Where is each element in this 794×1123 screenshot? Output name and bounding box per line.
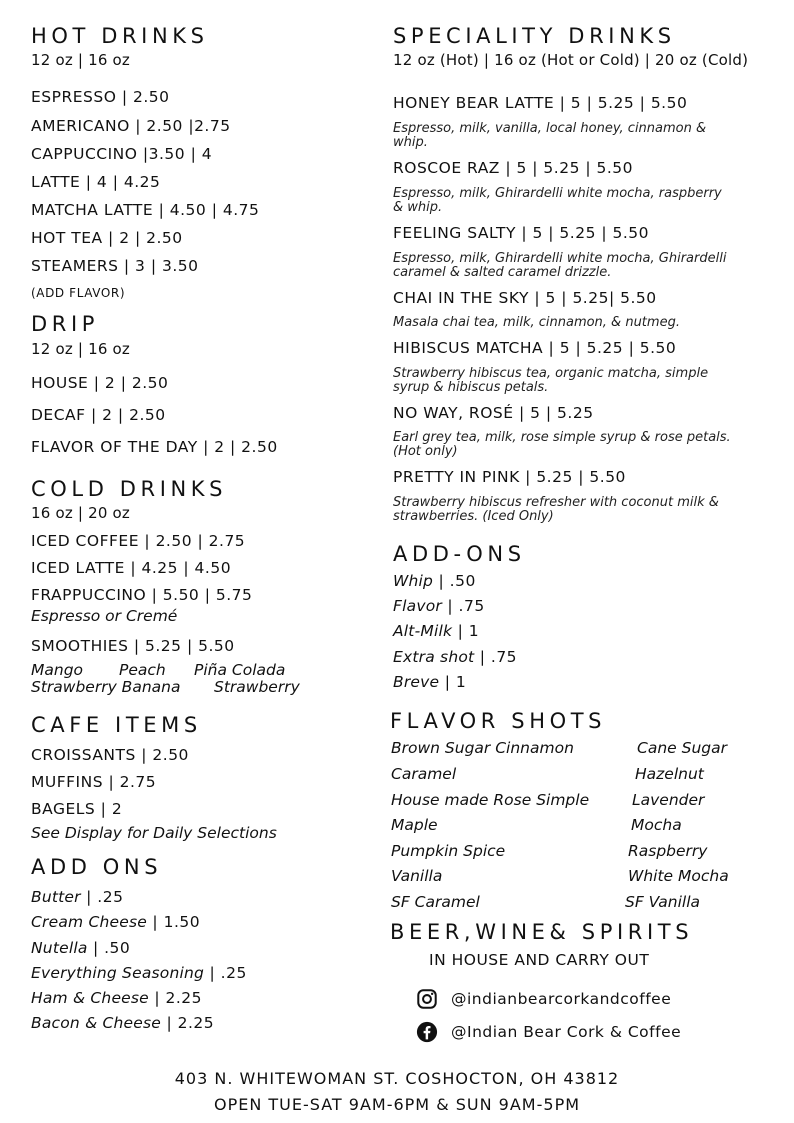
- add-ons-heading: ADD ONS: [31, 855, 163, 879]
- daily-selections-note: See Display for Daily Selections: [31, 824, 277, 842]
- add-on-price: | 1.50: [147, 913, 201, 931]
- menu-item: FRAPPUCCINO | 5.50 | 5.75: [31, 586, 253, 604]
- menu-item: NO WAY, ROSÉ | 5 | 5.25: [393, 404, 594, 422]
- item-description: Espresso, milk, Ghirardelli white mocha, raspberry & whip.: [393, 186, 722, 215]
- menu-item: HIBISCUS MATCHA | 5 | 5.25 | 5.50: [393, 339, 677, 357]
- add-on-item: [393, 622, 479, 640]
- add-on-price: | 2.25: [148, 989, 203, 1007]
- flavor-shot: Pumpkin Spice: [391, 842, 506, 860]
- menu-item: DECAF | 2 | 2.50: [31, 406, 166, 424]
- cafe-items-heading: CAFE ITEMS: [31, 713, 202, 737]
- add-on-price: | 1: [452, 622, 480, 640]
- flavor-shot: Vanilla: [391, 867, 443, 885]
- add-on-price: | .50: [433, 572, 476, 590]
- menu-item: BAGELS | 2: [31, 800, 123, 818]
- menu-item: FEELING SALTY | 5 | 5.25 | 5.50: [393, 224, 650, 242]
- add-on-item: [31, 913, 200, 931]
- instagram-handle[interactable]: @indianbearcorkandcoffee: [451, 990, 672, 1008]
- flavor-shot: House made Rose Simple: [391, 791, 590, 809]
- menu-item: FLAVOR OF THE DAY | 2 | 2.50: [31, 438, 278, 456]
- flavor-shot: Raspberry: [628, 842, 708, 860]
- hot-drinks-heading: HOT DRINKS: [31, 24, 209, 48]
- smoothie-flavor: Piña Colada: [194, 661, 286, 679]
- flavor-shot: Brown Sugar Cinnamon: [391, 739, 574, 757]
- cold-drinks-heading: COLD DRINKS: [31, 477, 228, 501]
- smoothie-flavor: Strawberry Banana: [31, 678, 181, 696]
- add-on-price: | 2.25: [161, 1014, 215, 1032]
- flavor-shot: Hazelnut: [635, 765, 704, 783]
- add-on-price: | .75: [441, 597, 485, 615]
- add-on-price: | 1: [439, 673, 467, 691]
- add-on-item: [31, 964, 247, 982]
- flavor-shot: Mocha: [631, 816, 682, 834]
- flavor-shot: White Mocha: [628, 867, 729, 885]
- add-on-name: Alt-Milk: [393, 622, 453, 640]
- menu-item: CROISSANTS | 2.50: [31, 746, 189, 764]
- menu-item: LATTE | 4 | 4.25: [31, 173, 161, 191]
- add-ons-heading: ADD-ONS: [393, 542, 526, 566]
- instagram-icon[interactable]: [416, 988, 438, 1014]
- add-on-name: Everything Seasoning: [31, 964, 205, 982]
- cold-drinks-sizes: 16 oz | 20 oz: [31, 504, 131, 522]
- menu-item: CHAI IN THE SKY | 5 | 5.25| 5.50: [393, 289, 657, 307]
- add-on-name: Bacon & Cheese: [31, 1014, 162, 1032]
- flavor-shot: Cane Sugar: [637, 739, 727, 757]
- menu-item: ROSCOE RAZ | 5 | 5.25 | 5.50: [393, 159, 634, 177]
- add-on-name: Extra shot: [393, 648, 475, 666]
- menu-item: HONEY BEAR LATTE | 5 | 5.25 | 5.50: [393, 94, 688, 112]
- menu-item: MATCHA LATTE | 4.50 | 4.75: [31, 201, 260, 219]
- menu-item: AMERICANO | 2.50 |2.75: [31, 117, 231, 135]
- add-on-price: | .75: [474, 648, 518, 666]
- menu-item: PRETTY IN PINK | 5.25 | 5.50: [393, 468, 626, 486]
- opening-hours: OPEN TUE-SAT 9AM-6PM & SUN 9AM-5PM: [213, 1095, 581, 1114]
- beer-wine-subtitle: IN HOUSE AND CARRY OUT: [429, 951, 650, 969]
- add-on-name: Breve: [393, 673, 440, 691]
- item-description: Strawberry hibiscus refresher with coconut milk & strawberries. (Iced Only): [393, 495, 719, 524]
- item-description: Masala chai tea, milk, cinnamon, & nutmeg.: [393, 315, 680, 330]
- smoothie-flavor: Mango: [31, 661, 84, 679]
- flavor-shots-heading: FLAVOR SHOTS: [390, 709, 607, 733]
- add-on-item: [31, 939, 130, 957]
- add-flavor-note: (ADD FLAVOR): [31, 286, 126, 300]
- facebook-handle[interactable]: @Indian Bear Cork & Coffee: [451, 1023, 682, 1041]
- hot-drinks-sizes: 12 oz | 16 oz: [31, 51, 131, 69]
- item-description: Espresso, milk, vanilla, local honey, cinnamon & whip.: [393, 121, 707, 150]
- add-on-item: [31, 1014, 214, 1032]
- flavor-shot: SF Caramel: [391, 893, 480, 911]
- smoothie-flavor: Peach: [119, 661, 166, 679]
- menu-item: STEAMERS | 3 | 3.50: [31, 257, 199, 275]
- flavor-shot: Lavender: [632, 791, 705, 809]
- menu-item: MUFFINS | 2.75: [31, 773, 157, 791]
- add-on-item: [393, 673, 466, 691]
- add-on-name: Cream Cheese: [31, 913, 147, 931]
- flavor-shot: Caramel: [391, 765, 457, 783]
- add-on-name: Butter: [31, 888, 81, 906]
- add-on-item: [393, 572, 476, 590]
- menu-item: ICED COFFEE | 2.50 | 2.75: [31, 532, 246, 550]
- add-on-item: [31, 888, 123, 906]
- menu-item: ICED LATTE | 4.25 | 4.50: [31, 559, 232, 577]
- item-description: Earl grey tea, milk, rose simple syrup & rose petals. (Hot only): [393, 430, 731, 459]
- add-on-name: Ham & Cheese: [31, 989, 149, 1007]
- speciality-drinks-heading: SPECIALITY DRINKS: [393, 24, 676, 48]
- item-description: Strawberry hibiscus tea, organic matcha, simple syrup & hibiscus petals.: [393, 366, 709, 395]
- menu-item: SMOOTHIES | 5.25 | 5.50: [31, 637, 235, 655]
- add-on-price: | .50: [87, 939, 131, 957]
- frappuccino-note: Espresso or Cremé: [31, 607, 178, 625]
- address: 403 N. WHITEWOMAN ST. COSHOCTON, OH 43812: [174, 1069, 620, 1088]
- flavor-shot: SF Vanilla: [625, 893, 701, 911]
- smoothie-flavor: Strawberry: [214, 678, 300, 696]
- menu-item: HOUSE | 2 | 2.50: [31, 374, 169, 392]
- drip-sizes: 12 oz | 16 oz: [31, 340, 131, 358]
- add-on-name: Flavor: [393, 597, 442, 615]
- add-on-name: Whip: [393, 572, 434, 590]
- add-on-item: [31, 989, 202, 1007]
- add-on-price: | .25: [204, 964, 247, 982]
- add-on-price: | .25: [80, 888, 124, 906]
- menu-item: CAPPUCCINO |3.50 | 4: [31, 145, 213, 163]
- menu-item: HOT TEA | 2 | 2.50: [31, 229, 183, 247]
- drip-heading: DRIP: [31, 312, 100, 336]
- menu-item: ESPRESSO | 2.50: [31, 88, 170, 106]
- flavor-shot: Maple: [391, 816, 438, 834]
- facebook-icon[interactable]: [416, 1021, 438, 1047]
- add-on-name: Nutella: [31, 939, 88, 957]
- add-on-item: [393, 648, 517, 666]
- beer-wine-heading: BEER,WINE& SPIRITS: [390, 920, 694, 944]
- add-on-item: [393, 597, 485, 615]
- speciality-sizes: 12 oz (Hot) | 16 oz (Hot or Cold) | 20 oz (Cold): [393, 51, 749, 69]
- item-description: Espresso, milk, Ghirardelli white mocha, Ghirardelli caramel & salted caramel drizzle.: [393, 251, 727, 280]
